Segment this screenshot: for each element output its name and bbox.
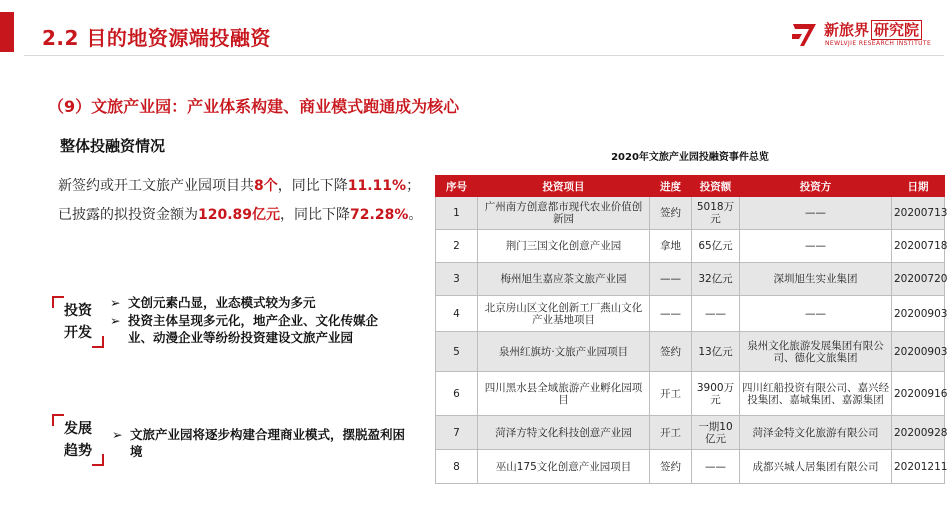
cell-project: 荆门三国文化创意产业园 bbox=[478, 230, 650, 263]
cell-index: 3 bbox=[436, 263, 478, 296]
page-title: 2.2 目的地资源端投融资 bbox=[42, 26, 271, 50]
table-row bbox=[436, 263, 945, 296]
invest-bullets bbox=[108, 294, 398, 347]
cell-amount: —— bbox=[692, 296, 740, 332]
cell-project: 广州南方创意都市现代农业价值创新园 bbox=[478, 197, 650, 230]
invest-label: 投资 开发 bbox=[56, 300, 100, 344]
table-row bbox=[436, 416, 945, 450]
table-row bbox=[436, 450, 945, 484]
cell-investor: —— bbox=[740, 296, 892, 332]
cell-project: 菏泽方特文化科技创意产业园 bbox=[478, 416, 650, 450]
trend-label: 发展 趋势 bbox=[56, 418, 100, 462]
table-title: 2020年文旅产业园投融资事件总览 bbox=[611, 152, 769, 163]
logo-text: 新旅界 研究院 bbox=[824, 19, 922, 40]
cell-index: 1 bbox=[436, 197, 478, 230]
col-header-investor: 投资方 bbox=[740, 176, 892, 197]
table-row bbox=[436, 372, 945, 416]
investment-table bbox=[435, 175, 948, 484]
cell-amount: —— bbox=[692, 450, 740, 484]
cell-project: 梅州旭生嘉应茶文旅产业园 bbox=[478, 263, 650, 296]
cell-date: 20200928 bbox=[892, 416, 945, 450]
cell-project: 四川黑水县全域旅游产业孵化园项目 bbox=[478, 372, 650, 416]
cell-index: 2 bbox=[436, 230, 478, 263]
table-row bbox=[436, 332, 945, 372]
cell-progress: 开工 bbox=[650, 416, 692, 450]
cell-date: 20200903 bbox=[892, 296, 945, 332]
table-row bbox=[436, 197, 945, 230]
cell-index: 6 bbox=[436, 372, 478, 416]
cell-investor: —— bbox=[740, 197, 892, 230]
cell-amount: 13亿元 bbox=[692, 332, 740, 372]
table-row bbox=[436, 296, 945, 332]
table-row bbox=[436, 230, 945, 263]
cell-amount: 65亿元 bbox=[692, 230, 740, 263]
cell-index: 5 bbox=[436, 332, 478, 372]
arrow-bullet-icon: ➢ bbox=[110, 295, 121, 310]
cell-progress: 签约 bbox=[650, 450, 692, 484]
cell-amount: 32亿元 bbox=[692, 263, 740, 296]
cell-investor: 菏泽金特文化旅游有限公司 bbox=[740, 416, 892, 450]
cell-investor: 成都兴城人居集团有限公司 bbox=[740, 450, 892, 484]
cell-date: 20200718 bbox=[892, 230, 945, 263]
cell-investor: 深圳旭生实业集团 bbox=[740, 263, 892, 296]
cell-amount: 一期10亿元 bbox=[692, 416, 740, 450]
cell-investor: 四川红船投资有限公司、嘉兴经投集团、嘉城集团、嘉源集团 bbox=[740, 372, 892, 416]
col-header-project: 投资项目 bbox=[478, 176, 650, 197]
trend-bullets bbox=[110, 426, 410, 461]
cell-date: 20200903 bbox=[892, 332, 945, 372]
brand-logo bbox=[790, 18, 940, 54]
logo-subtext: NEWLVJIE RESEARCH INSTITUTE bbox=[825, 40, 932, 47]
col-header-progress: 进度 bbox=[650, 176, 692, 197]
col-header-date: 日期 bbox=[892, 176, 945, 197]
cell-progress: 签约 bbox=[650, 332, 692, 372]
col-header-index: 序号 bbox=[436, 176, 478, 197]
cell-investor: 泉州文化旅游发展集团有限公司、德化文旅集团 bbox=[740, 332, 892, 372]
table-header-row bbox=[436, 176, 945, 197]
cell-index: 4 bbox=[436, 296, 478, 332]
cell-progress: —— bbox=[650, 263, 692, 296]
cell-project: 泉州红旗坊·文旅产业园项目 bbox=[478, 332, 650, 372]
cell-index: 8 bbox=[436, 450, 478, 484]
logo-mark-icon bbox=[790, 18, 820, 48]
cell-investor: —— bbox=[740, 230, 892, 263]
cell-amount: 5018万元 bbox=[692, 197, 740, 230]
cell-date: 20200720 bbox=[892, 263, 945, 296]
col-header-amount: 投资额 bbox=[692, 176, 740, 197]
cell-date: 20200713 bbox=[892, 197, 945, 230]
cell-index: 7 bbox=[436, 416, 478, 450]
cell-date: 20201211 bbox=[892, 450, 945, 484]
cell-progress: 拿地 bbox=[650, 230, 692, 263]
cell-amount: 3900万元 bbox=[692, 372, 740, 416]
summary-paragraph: 新签约或开工文旅产业园项目共8个，同比下降11.11%；已披露的拟投资金额为120.89亿元，同比下降72.28%。 bbox=[58, 178, 423, 223]
arrow-bullet-icon: ➢ bbox=[112, 427, 123, 442]
header-divider bbox=[24, 55, 944, 56]
cell-progress: 开工 bbox=[650, 372, 692, 416]
list-item: ➢ 文旅产业园将逐步构建合理商业模式，摆脱盈利困境 bbox=[112, 427, 406, 459]
cell-date: 20200916 bbox=[892, 372, 945, 416]
header-accent-bar bbox=[0, 12, 14, 52]
slide-subtitle: （9）文旅产业园：产业体系构建、商业模式跑通成为核心 bbox=[48, 97, 460, 116]
cell-project: 北京房山区文化创新工厂燕山文化产业基地项目 bbox=[478, 296, 650, 332]
list-item: ➢ 文创元素凸显，业态模式较为多元 bbox=[110, 295, 316, 310]
cell-progress: 签约 bbox=[650, 197, 692, 230]
list-item: ➢ 投资主体呈现多元化，地产企业、文化传媒企业、动漫企业等纷纷投资建设文旅产业园 bbox=[110, 313, 379, 345]
section-title: 整体投融资情况 bbox=[60, 137, 166, 155]
arrow-bullet-icon: ➢ bbox=[110, 313, 121, 328]
cell-project: 巫山175文化创意产业园项目 bbox=[478, 450, 650, 484]
cell-progress: —— bbox=[650, 296, 692, 332]
